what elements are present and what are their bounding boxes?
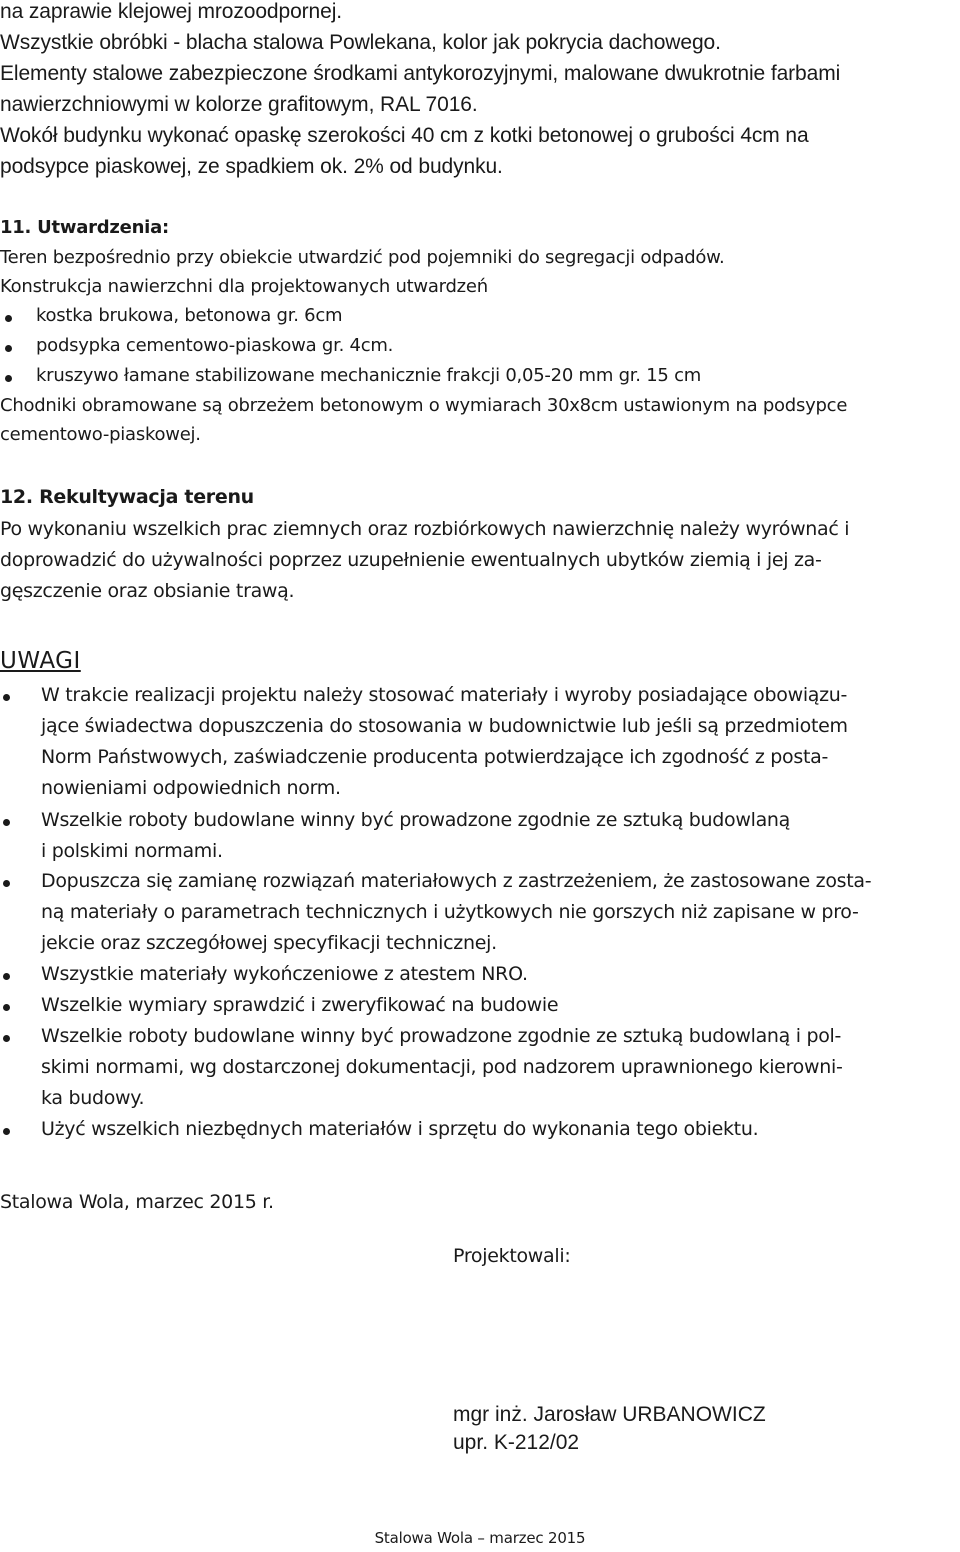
designer-name: mgr inż. Jarosław URBANOWICZ [453,1403,766,1426]
bullet-icon [3,694,10,701]
section-12-line-1: Po wykonaniu wszelkich prac ziemnych oraz rozbiórkowych nawierzchnię należy wyrównać i [0,518,850,540]
designer-license: upr. K-212/02 [453,1431,580,1454]
section-11-after-2: cementowo-piaskowej. [0,424,201,445]
section-11-after-1: Chodniki obramowane są obrzeżem betonowym o wymiarach 30x8cm ustawionym na podsypce [0,395,848,416]
uwagi-item-1-line-1: W trakcie realizacji projektu należy stosować materiały i wyroby posiadające obowiązu- [41,684,848,706]
intro-line-5: Wokół budynku wykonać opaskę szerokości 40 cm z kotki betonowej o grubości 4cm na [0,124,809,147]
section-11-bullet-1: kostka brukowa, betonowa gr. 6cm [36,305,343,326]
intro-line-4: nawierzchniowymi w kolorze grafitowym, RAL 7016. [0,93,478,116]
uwagi-item-1-line-4: nowieniami odpowiednich norm. [41,777,341,799]
intro-line-3: Elementy stalowe zabezpieczone środkami antykorozyjnymi, malowane dwukrotnie farbami [0,62,841,85]
uwagi-item-3-line-3: jekcie oraz szczegółowej specyfikacji technicznej. [41,932,497,954]
projektowali-label: Projektowali: [453,1245,571,1267]
section-11-heading: 11. Utwardzenia: [0,217,169,238]
bullet-icon [3,1035,10,1042]
uwagi-item-7-line-1: Użyć wszelkich niezbędnych materiałów i sprzętu do wykonania tego obiektu. [41,1118,759,1140]
section-12-heading: 12. Rekultywacja terenu [0,486,254,508]
uwagi-item-3-line-2: ną materiały o parametrach technicznych i użytkowych nie gorszych niż zapisane w pro- [41,901,859,923]
section-11-bullet-3: kruszywo łamane stabilizowane mechanicznie frakcji 0,05-20 mm gr. 15 cm [36,365,702,386]
section-11-line-2: Konstrukcja nawierzchni dla projektowanych utwardzeń [0,276,488,297]
bullet-icon [3,1128,10,1135]
uwagi-item-3-line-1: Dopuszcza się zamianę rozwiązań materiałowych z zastrzeżeniem, że zastosowane zosta- [41,870,872,892]
uwagi-item-4-line-1: Wszystkie materiały wykończeniowe z atestem NRO. [41,963,528,985]
intro-line-1: na zaprawie klejowej mrozoodpornej. [0,0,343,23]
section-12-line-3: gęszczenie oraz obsianie trawą. [0,580,295,602]
uwagi-item-1-line-2: jące świadectwa dopuszczenia do stosowania w budownictwie lub jeśli są przedmiotem [41,715,848,737]
section-11-line-1: Teren bezpośrednio przy obiekcie utwardzić pod pojemniki do segregacji odpadów. [0,247,725,268]
section-11-bullet-2: podsypka cementowo-piaskowa gr. 4cm. [36,335,394,356]
bullet-icon [3,973,10,980]
bullet-icon [5,315,12,322]
intro-line-6: podsypce piaskowej, ze spadkiem ok. 2% od budynku. [0,155,503,178]
place-date: Stalowa Wola, marzec 2015 r. [0,1191,274,1213]
uwagi-item-6-line-3: ka budowy. [41,1087,145,1109]
uwagi-item-6-line-2: skimi normami, wg dostarczonej dokumentacji, pod nadzorem uprawnionego kierowni- [41,1056,843,1078]
uwagi-item-6-line-1: Wszelkie roboty budowlane winny być prowadzone zgodnie ze sztuką budowlaną i pol- [41,1025,842,1047]
bullet-icon [5,375,12,382]
section-12-line-2: doprowadzić do używalności poprzez uzupełnienie ewentualnych ubytków ziemią i jej za- [0,549,822,571]
uwagi-item-2-line-2: i polskimi normami. [41,840,223,862]
intro-line-2: Wszystkie obróbki - blacha stalowa Powlekana, kolor jak pokrycia dachowego. [0,31,721,54]
uwagi-heading: UWAGI [0,648,81,674]
bullet-icon [3,819,10,826]
bullet-icon [3,880,10,887]
uwagi-item-5-line-1: Wszelkie wymiary sprawdzić i zweryfikować na budowie [41,994,559,1016]
bullet-icon [3,1004,10,1011]
uwagi-item-1-line-3: Norm Państwowych, zaświadczenie producenta potwierdzające ich zgodność z posta- [41,746,829,768]
uwagi-item-2-line-1: Wszelkie roboty budowlane winny być prowadzone zgodnie ze sztuką budowlaną [41,809,791,831]
bullet-icon [5,345,12,352]
page-footer: Stalowa Wola – marzec 2015 [374,1529,586,1547]
